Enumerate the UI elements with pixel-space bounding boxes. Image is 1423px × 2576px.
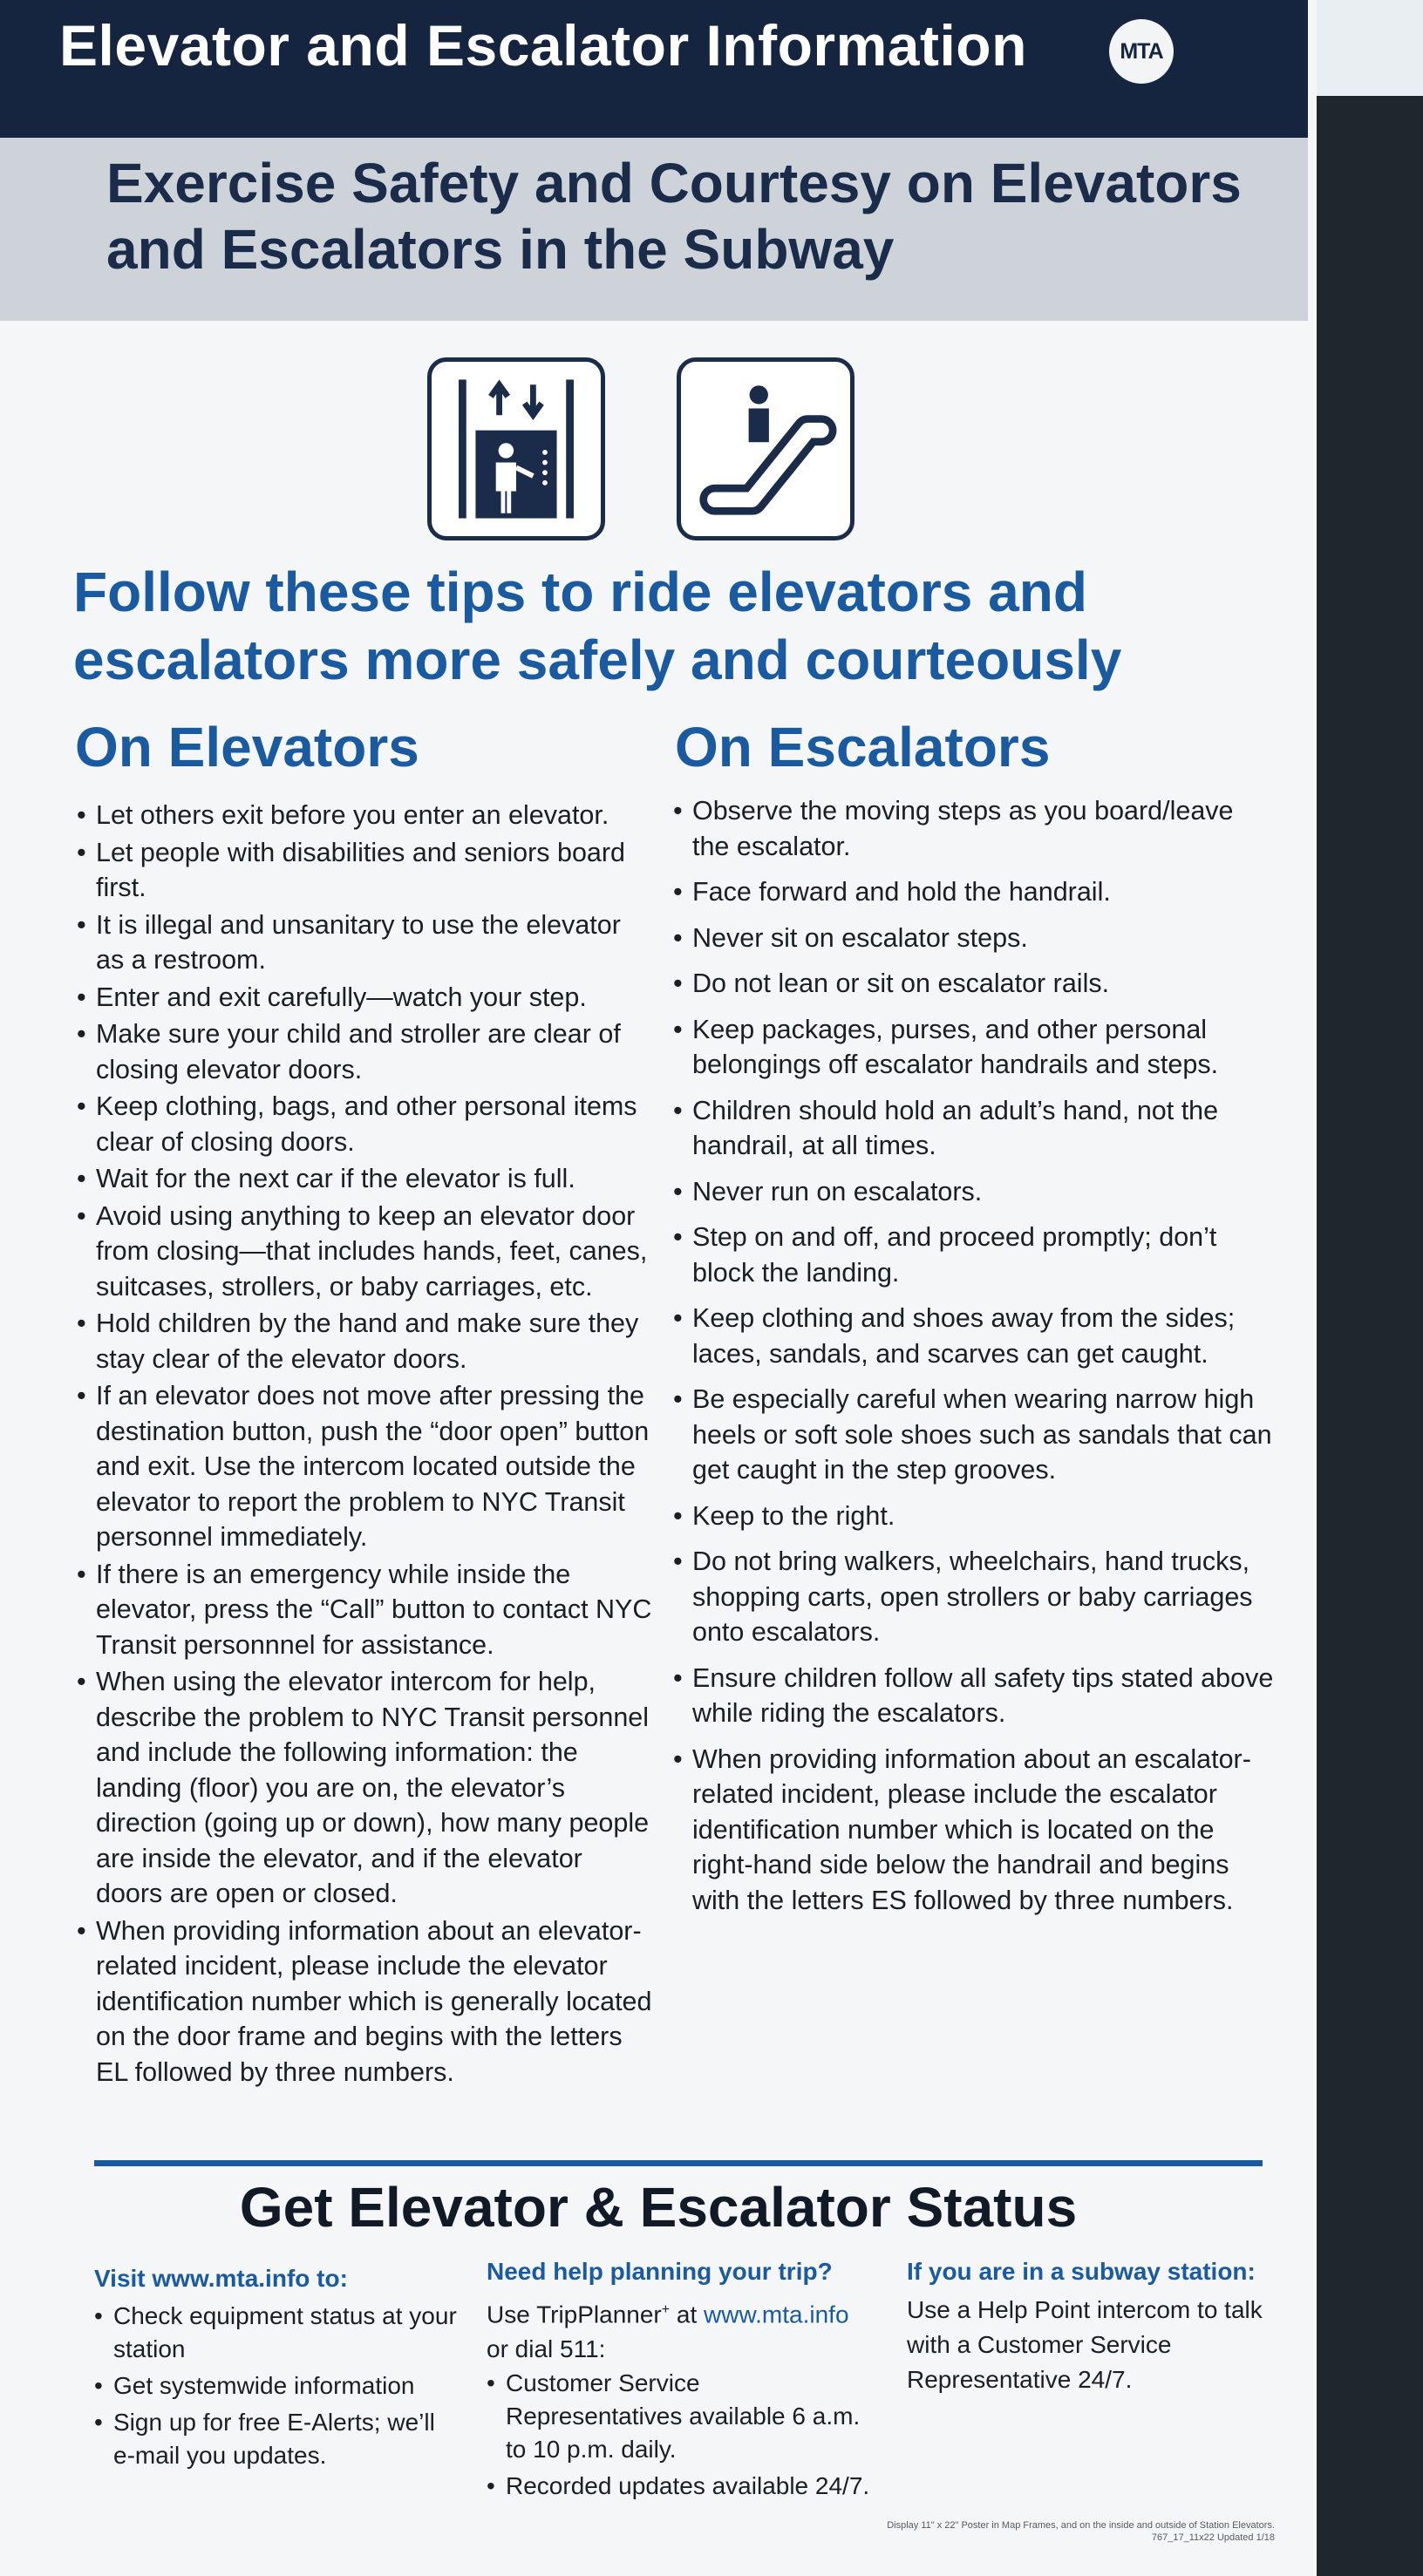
escalator-icon [677, 357, 854, 540]
background-wall [1308, 0, 1423, 96]
list-item: • Sign up for free E-Alerts; we’ll e-mail you updates. [94, 2406, 460, 2472]
list-item: • Step on and off, and proceed promptly; don’t block the landing. [673, 1220, 1275, 1290]
planning-text [487, 2293, 879, 2367]
list-item: • Be especially careful when wearing narrow high heels or soft sole shoes such as sandals that can get caught in the step grooves. [673, 1382, 1275, 1488]
list-item: • Never sit on escalator steps. [673, 921, 1275, 956]
header-bar [0, 0, 1308, 138]
list-item: • When providing information about an escalator-related incident, please include the escalator identification number which is located on the right-hand side below the handrail and begins with the letters ES followed by three numbers. [673, 1742, 1275, 1919]
planning-section [487, 2258, 879, 2506]
list-item: • Keep clothing, bags, and other personal items clear of closing doors. [77, 1089, 652, 1159]
header-title: Elevator and Escalator Information [59, 13, 1027, 78]
background-frame [1299, 96, 1423, 2576]
list-item: • Customer Service Representatives available 6 a.m. to 10 p.m. daily. [487, 2367, 879, 2466]
elevators-heading: On Elevators [75, 716, 419, 778]
list-item: • When providing information about an elevator-related incident, please include the elevator identification number which is generally located on the door frame and begins with the letters EL followed by three numbers. [77, 1913, 652, 2090]
list-item: • Observe the moving steps as you board/leave the escalator. [673, 793, 1275, 864]
escalator-tips-list [673, 793, 1275, 1928]
list-item: • Enter and exit carefully—watch your step. [77, 980, 652, 1016]
escalators-heading: On Escalators [675, 716, 1051, 778]
visit-list [94, 2300, 460, 2472]
list-item: • Hold children by the hand and make sure they stay clear of the elevator doors. [77, 1306, 652, 1376]
list-item: • Keep clothing and shoes away from the sides; laces, sandals, and scarves can get caught. [673, 1301, 1275, 1371]
mta-logo: MTA [1109, 19, 1174, 84]
list-item: • Never run on escalators. [673, 1174, 1275, 1210]
list-item: • Face forward and hold the handrail. [673, 874, 1275, 910]
section-divider [94, 2160, 1263, 2166]
list-item: • Do not lean or sit on escalator rails. [673, 966, 1275, 1002]
list-item: • Let others exit before you enter an elevator. [77, 798, 652, 833]
fineprint [752, 2519, 1275, 2544]
elevator-tips-list [77, 798, 652, 2091]
list-item: • Make sure your child and stroller are clear of closing elevator doors. [77, 1016, 652, 1087]
escalator-icon-graphic [681, 362, 850, 536]
list-item: • If an elevator does not move after pressing the destination button, push the “door open” button and exit. Use the intercom located outside the elevator to report the problem to NYC Transit personnel immediately. [77, 1378, 652, 1555]
station-heading: If you are in a subway station: [907, 2258, 1256, 2285]
list-item: • Keep packages, purses, and other personal belongings off escalator handrails and steps. [673, 1012, 1275, 1083]
subheader-title: Exercise Safety and Courtesy on Elevators and Escalators in the Subway [106, 152, 1242, 281]
station-section [907, 2258, 1273, 2397]
planning-list [487, 2367, 879, 2503]
station-text: Use a Help Point intercom to talk with a Customer Service Representative 24/7. [907, 2296, 1263, 2393]
list-item: • It is illegal and unsanitary to use the elevator as a restroom. [77, 907, 652, 978]
list-item: • If there is an emergency while inside the elevator, press the “Call” button to contact NYC Transit personnnel for assistance. [77, 1557, 652, 1663]
list-item: • Avoid using anything to keep an elevator door from closing—that includes hands, feet, canes, suitcases, strollers, or baby carriages, etc. [77, 1199, 652, 1305]
tips-heading: Follow these tips to ride elevators and escalators more safely and courteously [73, 561, 1122, 691]
planning-dial: or dial 511: [487, 2335, 606, 2363]
planning-heading: Need help planning your trip? [487, 2258, 833, 2285]
list-item: • Ensure children follow all safety tips stated above while riding the escalators. [673, 1661, 1275, 1731]
visit-heading: Visit www.mta.info to: [94, 2265, 348, 2292]
list-item: • Children should hold an adult’s hand, not the handrail, at all times. [673, 1093, 1275, 1164]
list-item: • Let people with disabilities and seniors board first. [77, 835, 652, 906]
planning-text-prefix: Use TripPlanner [487, 2301, 662, 2328]
list-item: • Get systemwide information [94, 2369, 460, 2403]
fineprint-line2: 767_17_11x22 Updated 1/18 [1151, 2532, 1275, 2543]
list-item: • Check equipment status at your station [94, 2300, 460, 2366]
planning-text-at: at [670, 2301, 705, 2328]
list-item: • Keep to the right. [673, 1499, 1275, 1534]
list-item: • Wait for the next car if the elevator is full. [77, 1161, 652, 1197]
visit-section [94, 2265, 460, 2476]
mta-link[interactable]: www.mta.info [704, 2301, 849, 2328]
elevator-icon-graphic [432, 362, 601, 536]
fineprint-line1: Display 11" x 22" Poster in Map Frames, and on the inside and outside of Station Elevators. [887, 2520, 1275, 2531]
list-item: • When using the elevator intercom for help, describe the problem to NYC Transit personnel and include the following information: the landing (floor) you are on, the elevator’s direction (going up or down), how many people are inside the elevator, and if the elevator doors are open or closed. [77, 1664, 652, 1912]
elevator-icon [427, 357, 605, 540]
list-item: • Recorded updates available 24/7. [487, 2470, 879, 2503]
trademark-mark: + [661, 2302, 671, 2317]
list-item: • Do not bring walkers, wheelchairs, hand trucks, shopping carts, open strollers or baby carriages onto escalators. [673, 1544, 1275, 1650]
status-title: Get Elevator & Escalator Status [239, 2176, 1078, 2239]
